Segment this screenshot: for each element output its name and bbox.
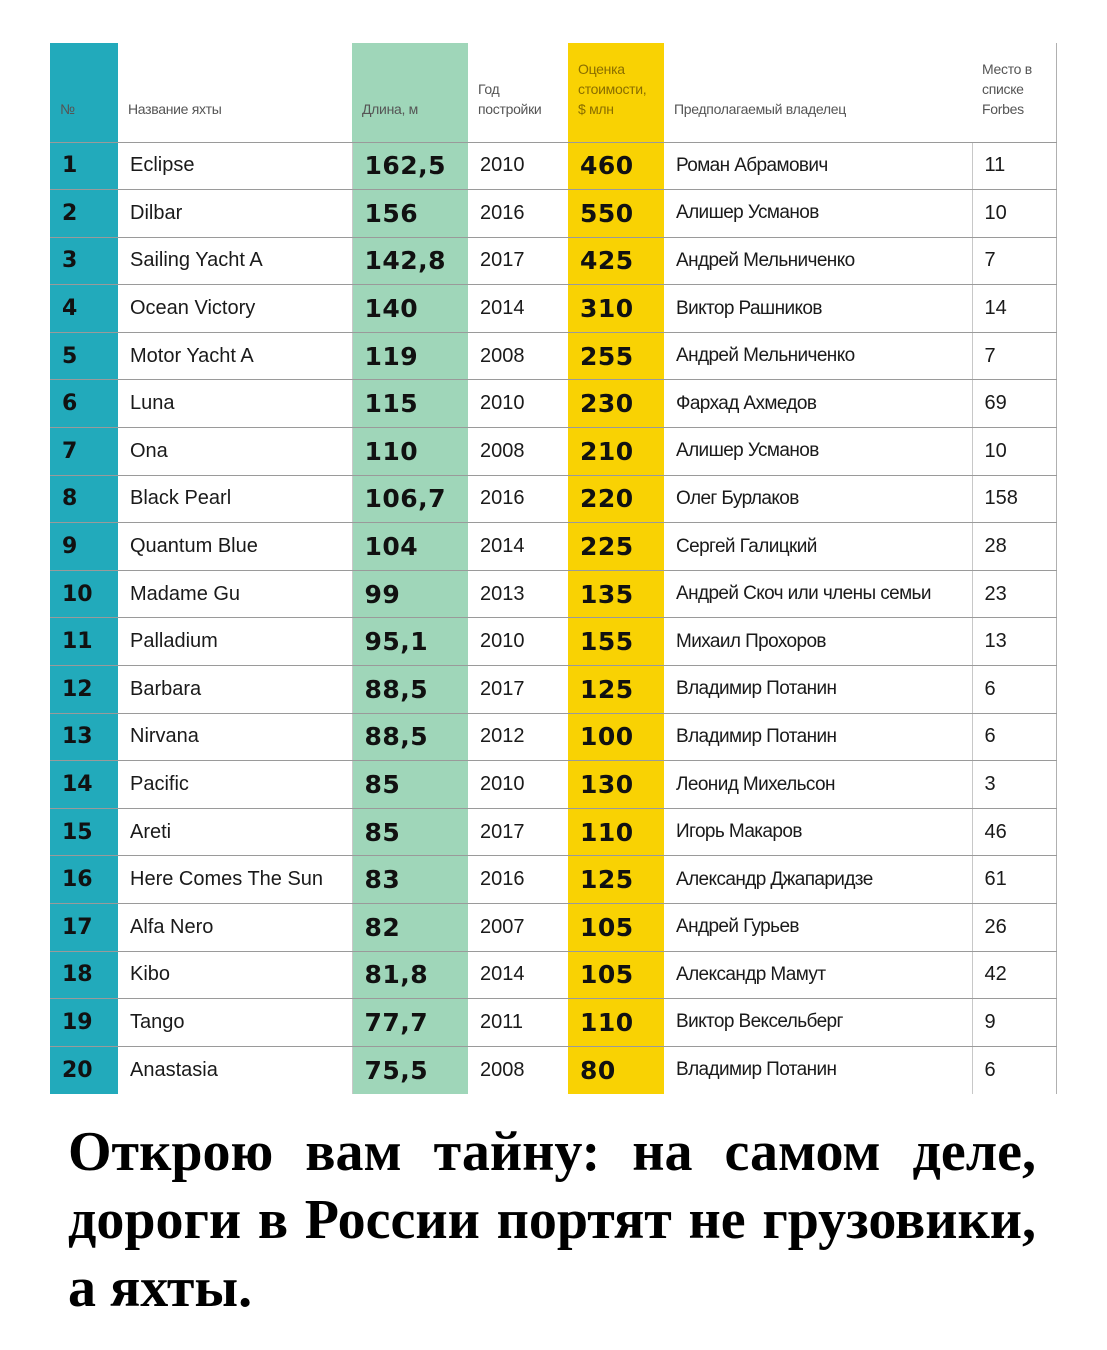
yacht-length: 99 xyxy=(352,570,468,618)
row-number: 17 xyxy=(50,904,118,952)
yacht-name: Alfa Nero xyxy=(118,904,352,952)
table-header-row xyxy=(50,43,1056,142)
row-number: 8 xyxy=(50,475,118,523)
cost-estimate: 550 xyxy=(568,190,664,238)
yacht-name: Nirvana xyxy=(118,713,352,761)
year-built: 2008 xyxy=(468,332,568,380)
yacht-name: Dilbar xyxy=(118,190,352,238)
row-number: 14 xyxy=(50,761,118,809)
header-owner: Предполагаемый владелец xyxy=(664,43,972,142)
forbes-rank: 6 xyxy=(972,1046,1056,1094)
owner-name: Игорь Макаров xyxy=(664,808,972,856)
row-number: 19 xyxy=(50,999,118,1047)
owner-name: Алишер Усманов xyxy=(664,428,972,476)
table-row xyxy=(50,713,1056,761)
year-built: 2010 xyxy=(468,618,568,666)
yacht-name: Ocean Victory xyxy=(118,285,352,333)
yacht-length: 85 xyxy=(352,761,468,809)
yacht-length: 82 xyxy=(352,904,468,952)
table-row xyxy=(50,332,1056,380)
yacht-length: 104 xyxy=(352,523,468,571)
table-row xyxy=(50,1046,1056,1094)
year-built: 2017 xyxy=(468,237,568,285)
yacht-length: 106,7 xyxy=(352,475,468,523)
table-row xyxy=(50,904,1056,952)
forbes-rank: 10 xyxy=(972,190,1056,238)
owner-name: Михаил Прохоров xyxy=(664,618,972,666)
year-built: 2014 xyxy=(468,285,568,333)
row-number: 11 xyxy=(50,618,118,666)
table-row xyxy=(50,761,1056,809)
cost-estimate: 310 xyxy=(568,285,664,333)
owner-name: Роман Абрамович xyxy=(664,142,972,190)
year-built: 2014 xyxy=(468,523,568,571)
yacht-ranking-table-wrap xyxy=(50,43,1056,1094)
owner-name: Сергей Галицкий xyxy=(664,523,972,571)
cost-estimate: 220 xyxy=(568,475,664,523)
forbes-rank: 7 xyxy=(972,332,1056,380)
table-row xyxy=(50,475,1056,523)
table-row xyxy=(50,380,1056,428)
row-number: 3 xyxy=(50,237,118,285)
row-number: 16 xyxy=(50,856,118,904)
row-number: 9 xyxy=(50,523,118,571)
table-row xyxy=(50,570,1056,618)
year-built: 2016 xyxy=(468,856,568,904)
cost-estimate: 230 xyxy=(568,380,664,428)
forbes-rank: 23 xyxy=(972,570,1056,618)
owner-name: Андрей Мельниченко xyxy=(664,237,972,285)
cost-estimate: 210 xyxy=(568,428,664,476)
yacht-name: Here Comes The Sun xyxy=(118,856,352,904)
row-number: 2 xyxy=(50,190,118,238)
forbes-rank: 42 xyxy=(972,951,1056,999)
year-built: 2008 xyxy=(480,1058,525,1081)
yacht-name: Eclipse xyxy=(118,142,352,190)
yacht-name: Quantum Blue xyxy=(118,523,352,571)
yacht-length: 119 xyxy=(352,332,468,380)
cost-estimate: 110 xyxy=(568,999,664,1047)
owner-name: Александр Джапаридзе xyxy=(664,856,972,904)
cost-estimate: 125 xyxy=(568,856,664,904)
cost-estimate: 135 xyxy=(568,570,664,618)
year-built: 2016 xyxy=(468,475,568,523)
cost-estimate: 155 xyxy=(568,618,664,666)
forbes-rank: 6 xyxy=(972,666,1056,714)
forbes-rank: 61 xyxy=(972,856,1056,904)
yacht-length: 77,7 xyxy=(352,999,468,1047)
table-row xyxy=(50,190,1056,238)
year-built: 2014 xyxy=(468,951,568,999)
owner-name: Андрей Скоч или члены семьи xyxy=(664,570,972,618)
forbes-rank: 7 xyxy=(972,237,1056,285)
yacht-name: Palladium xyxy=(118,618,352,666)
cost-estimate: 225 xyxy=(568,523,664,571)
year-built: 2016 xyxy=(468,190,568,238)
row-number: 1 xyxy=(50,142,118,190)
yacht-name: Luna xyxy=(118,380,352,428)
header-cost-estimate: Оценка стоимости, $ млн xyxy=(568,43,664,142)
yacht-length: 88,5 xyxy=(352,713,468,761)
year-built: 2010 xyxy=(468,761,568,809)
yacht-length: 115 xyxy=(352,380,468,428)
owner-name: Владимир Потанин xyxy=(664,713,972,761)
yacht-length: 142,8 xyxy=(352,237,468,285)
table-row xyxy=(50,142,1056,190)
owner-name: Владимир Потанин xyxy=(664,1046,972,1094)
yacht-ranking-table xyxy=(50,43,1057,1094)
yacht-name: Motor Yacht A xyxy=(118,332,352,380)
yacht-length: 162,5 xyxy=(352,142,468,190)
cost-estimate: 100 xyxy=(568,713,664,761)
row-number: 5 xyxy=(50,332,118,380)
row-number: 12 xyxy=(50,666,118,714)
owner-name: Александр Мамут xyxy=(664,951,972,999)
year-built: 2010 xyxy=(468,142,568,190)
table-row xyxy=(50,951,1056,999)
owner-name: Владимир Потанин xyxy=(664,666,972,714)
table-row xyxy=(50,999,1056,1047)
table-row xyxy=(50,808,1056,856)
forbes-rank: 14 xyxy=(972,285,1056,333)
forbes-rank: 46 xyxy=(972,808,1056,856)
yacht-length: 81,8 xyxy=(352,951,468,999)
yacht-name: Barbara xyxy=(118,666,352,714)
owner-name: Фархад Ахмедов xyxy=(664,380,972,428)
yacht-name: Madame Gu xyxy=(118,570,352,618)
cost-estimate: 255 xyxy=(568,332,664,380)
yacht-name: Pacific xyxy=(118,761,352,809)
year-built: 2012 xyxy=(468,713,568,761)
year-built: 2013 xyxy=(468,570,568,618)
owner-name: Андрей Мельниченко xyxy=(664,332,972,380)
cost-estimate: 125 xyxy=(568,666,664,714)
forbes-rank: 28 xyxy=(972,523,1056,571)
forbes-rank: 13 xyxy=(972,618,1056,666)
year-built: 2008 xyxy=(468,428,568,476)
yacht-length: 95,1 xyxy=(352,618,468,666)
cost-estimate: 460 xyxy=(568,142,664,190)
year-built: 2010 xyxy=(468,380,568,428)
cost-estimate: 110 xyxy=(568,808,664,856)
forbes-rank: 11 xyxy=(972,142,1056,190)
yacht-length: 88,5 xyxy=(352,666,468,714)
yacht-name: Tango xyxy=(118,999,352,1047)
header-length: Длина, м xyxy=(352,43,468,142)
yacht-length: 140 xyxy=(352,285,468,333)
forbes-rank: 158 xyxy=(972,475,1056,523)
owner-name: Андрей Гурьев xyxy=(664,904,972,952)
table-row xyxy=(50,618,1056,666)
forbes-rank: 9 xyxy=(972,999,1056,1047)
owner-name: Леонид Михельсон xyxy=(664,761,972,809)
yacht-length: 156 xyxy=(352,190,468,238)
cost-estimate: 105 xyxy=(568,904,664,952)
caption-text: Открою вам тайну: на самом деле, дороги в России портят не грузовики, а яхты. xyxy=(68,1121,1036,1319)
forbes-rank: 6 xyxy=(972,713,1056,761)
row-number: 18 xyxy=(50,951,118,999)
row-number: 13 xyxy=(50,713,118,761)
forbes-rank: 10 xyxy=(972,428,1056,476)
owner-name: Виктор Рашников xyxy=(664,285,972,333)
header-yacht-name: Название яхты xyxy=(118,43,352,142)
cost-estimate: 425 xyxy=(568,237,664,285)
yacht-name: Areti xyxy=(118,808,352,856)
cost-estimate: 130 xyxy=(568,761,664,809)
yacht-name: Black Pearl xyxy=(118,475,352,523)
forbes-rank: 3 xyxy=(972,761,1056,809)
year-built: 2017 xyxy=(468,808,568,856)
row-number: 4 xyxy=(50,285,118,333)
yacht-name: Sailing Yacht A xyxy=(118,237,352,285)
table-row xyxy=(50,666,1056,714)
table-body xyxy=(50,142,1056,1094)
yacht-name: Anastasia xyxy=(118,1046,352,1094)
header-forbes-rank: Место в списке Forbes xyxy=(972,43,1056,142)
row-number: 7 xyxy=(50,428,118,476)
table-row xyxy=(50,523,1056,571)
yacht-length: 83 xyxy=(352,856,468,904)
table-row xyxy=(50,285,1056,333)
table-row xyxy=(50,428,1056,476)
owner-name: Олег Бурлаков xyxy=(664,475,972,523)
cost-estimate: 80 xyxy=(568,1046,664,1094)
table-row xyxy=(50,237,1056,285)
header-number: № xyxy=(50,43,118,142)
year-built: 2007 xyxy=(468,904,568,952)
year-built: 2011 xyxy=(468,999,568,1047)
year-built: 2017 xyxy=(468,666,568,714)
forbes-rank: 26 xyxy=(972,904,1056,952)
yacht-name: Kibo xyxy=(118,951,352,999)
yacht-name: Ona xyxy=(118,428,352,476)
owner-name: Виктор Вексельберг xyxy=(664,999,972,1047)
header-year-built: Год постройки xyxy=(468,43,568,142)
owner-name: Алишер Усманов xyxy=(664,190,972,238)
forbes-rank: 69 xyxy=(972,380,1056,428)
yacht-length: 85 xyxy=(352,808,468,856)
cost-estimate: 105 xyxy=(568,951,664,999)
row-number: 10 xyxy=(50,570,118,618)
yacht-length: 75,5 xyxy=(352,1046,468,1094)
row-number: 15 xyxy=(50,808,118,856)
table-row xyxy=(50,856,1056,904)
yacht-length: 110 xyxy=(352,428,468,476)
row-number: 6 xyxy=(50,380,118,428)
row-number: 20 xyxy=(50,1046,118,1094)
